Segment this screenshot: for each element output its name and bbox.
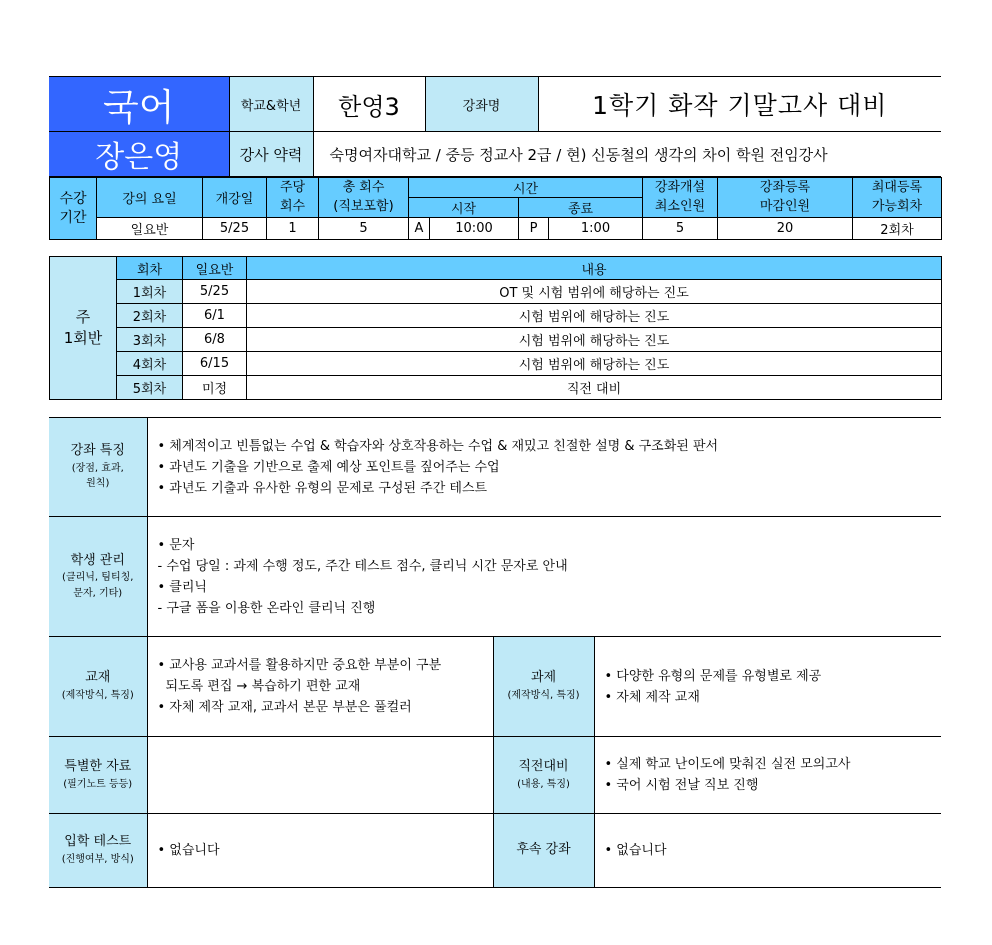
entrance-content bbox=[147, 814, 493, 888]
total-count-header-2: (직보포함) bbox=[333, 198, 394, 214]
session-cell: 3회차 bbox=[117, 328, 183, 352]
content-cell: 시험 범위에 해당하는 진도 bbox=[247, 304, 942, 328]
final-line: • 실제 학교 난이도에 맞춰진 실전 모의고사 bbox=[604, 757, 851, 772]
followup-line: • 없습니다 bbox=[604, 843, 667, 858]
weekly-count-header bbox=[267, 178, 319, 218]
session-col-header: 회차 bbox=[117, 257, 183, 280]
total-count-value: 5 bbox=[319, 218, 409, 240]
time-header: 시간 bbox=[409, 178, 643, 198]
max-students-header-2: 마감인원 bbox=[759, 198, 811, 214]
teacher-name: 장은영 bbox=[49, 132, 229, 177]
min-students-value: 5 bbox=[643, 218, 718, 240]
session-cell: 2회차 bbox=[117, 304, 183, 328]
homework-line: • 다양한 유형의 문제를 유형별로 제공 bbox=[604, 668, 822, 684]
content-cell: 시험 범위에 해당하는 진도 bbox=[247, 352, 942, 376]
end-ampm: P bbox=[519, 218, 549, 240]
school-grade-value: 한영3 bbox=[313, 77, 425, 132]
homework-label: 과제 bbox=[530, 670, 557, 686]
final-content bbox=[594, 737, 941, 814]
date-cell: 6/15 bbox=[183, 352, 247, 376]
schedule-table bbox=[49, 177, 942, 240]
content-col-header: 내용 bbox=[247, 257, 942, 280]
date-cell: 6/8 bbox=[183, 328, 247, 352]
features-content bbox=[147, 418, 941, 517]
textbook-label-cell bbox=[49, 637, 147, 737]
table-row bbox=[50, 352, 942, 376]
min-students-header-1: 강좌개설 bbox=[654, 179, 706, 195]
management-line: - 수업 당일 : 과제 수행 정도, 주간 테스트 점수, 클리닉 시간 문자로 안내 bbox=[157, 558, 568, 574]
max-students-value: 20 bbox=[718, 218, 853, 240]
features-line: • 과년도 기출을 기반으로 출제 예상 포인트를 짚어주는 수업 bbox=[157, 459, 500, 475]
start-ampm: A bbox=[409, 218, 430, 240]
special-label-cell bbox=[49, 737, 147, 814]
career-value: 숙명여자대학교 / 중등 정교사 2급 / 현) 신동철의 생각의 차이 학원 전임강사 bbox=[313, 132, 941, 177]
start-date-header: 개강일 bbox=[203, 178, 267, 218]
start-date-value: 5/25 bbox=[203, 218, 267, 240]
homework-line: • 자체 제작 교재 bbox=[604, 689, 700, 705]
final-sub-label: (내용, 특징) bbox=[517, 778, 570, 790]
final-line: • 국어 시험 전날 직보 진행 bbox=[604, 778, 759, 793]
weekly-table bbox=[49, 256, 942, 400]
textbook-content bbox=[147, 637, 493, 737]
min-students-header bbox=[643, 178, 718, 218]
final-label: 직전대비 bbox=[518, 758, 569, 774]
weekly-count-value: 1 bbox=[267, 218, 319, 240]
entrance-label-cell bbox=[49, 814, 147, 888]
table-row bbox=[50, 304, 942, 328]
date-cell: 미정 bbox=[183, 376, 247, 400]
management-sub-label: (클리닉, 팀티칭, 문자, 기타) bbox=[62, 572, 134, 599]
period-label bbox=[50, 178, 97, 240]
weekly-side-label-2: 1회반 bbox=[63, 329, 103, 347]
subject-title: 국어 bbox=[49, 77, 229, 132]
weekly-side-label bbox=[50, 257, 117, 400]
management-line: • 문자 bbox=[157, 537, 195, 553]
special-sub-label: (필기노트 등등) bbox=[63, 778, 133, 790]
total-count-header bbox=[319, 178, 409, 218]
lecture-name-label: 강좌명 bbox=[425, 77, 538, 132]
day-value: 일요반 bbox=[97, 218, 203, 240]
entrance-sub-label: (진행여부, 방식) bbox=[61, 854, 134, 866]
career-label: 강사 약력 bbox=[229, 132, 313, 177]
session-cell: 1회차 bbox=[117, 280, 183, 304]
day-header: 강의 요일 bbox=[97, 178, 203, 218]
textbook-label: 교재 bbox=[85, 670, 111, 686]
table-row bbox=[50, 280, 942, 304]
end-time: 1:00 bbox=[549, 218, 643, 240]
special-label: 특별한 자료 bbox=[64, 758, 132, 774]
table-row bbox=[50, 328, 942, 352]
time-start-header: 시작 bbox=[409, 198, 519, 218]
features-sub-label: (장점, 효과, 원칙) bbox=[71, 462, 124, 490]
management-content bbox=[147, 517, 941, 637]
textbook-line: • 교사용 교과서를 활용하지만 중요한 부분이 구분 bbox=[157, 658, 442, 673]
content-cell: OT 및 시험 범위에 해당하는 진도 bbox=[247, 280, 942, 304]
homework-label-cell bbox=[493, 637, 594, 737]
entrance-label: 입학 테스트 bbox=[64, 834, 132, 850]
min-students-header-2: 최소인원 bbox=[654, 198, 706, 214]
homework-sub-label: (제작방식, 특징) bbox=[507, 690, 580, 702]
textbook-line: 되도록 편집 → 복습하기 편한 교재 bbox=[165, 679, 361, 694]
features-label: 강좌 특징 bbox=[70, 443, 125, 459]
management-line: • 클리닉 bbox=[157, 579, 207, 595]
total-count-header-1: 총 회수 bbox=[342, 179, 385, 195]
followup-label-cell bbox=[493, 814, 594, 888]
final-label-cell bbox=[493, 737, 594, 814]
textbook-sub-label: (제작방식, 특징) bbox=[61, 690, 134, 702]
max-students-header-1: 강좌등록 bbox=[759, 179, 811, 195]
homework-content bbox=[594, 637, 941, 737]
entrance-line: • 없습니다 bbox=[157, 843, 220, 858]
details-table bbox=[49, 417, 941, 888]
header-table bbox=[49, 76, 941, 177]
date-cell: 5/25 bbox=[183, 280, 247, 304]
session-cell: 4회차 bbox=[117, 352, 183, 376]
max-sessions-value: 2회차 bbox=[853, 218, 942, 240]
time-end-header: 종료 bbox=[519, 198, 643, 218]
day-col-header: 일요반 bbox=[183, 257, 247, 280]
session-cell: 5회차 bbox=[117, 376, 183, 400]
management-line: - 구글 폼을 이용한 온라인 클리닉 진행 bbox=[157, 600, 376, 616]
weekly-count-header-1: 주당 bbox=[279, 179, 306, 195]
table-row bbox=[50, 376, 942, 400]
max-sessions-header-2: 가능회차 bbox=[871, 198, 923, 214]
max-sessions-header bbox=[853, 178, 942, 218]
period-label-line1: 수강 bbox=[59, 191, 87, 208]
period-label-line2: 기간 bbox=[59, 209, 87, 226]
max-sessions-header-1: 최대등록 bbox=[871, 179, 923, 195]
school-grade-label: 학교&학년 bbox=[229, 77, 313, 132]
features-line: • 체계적이고 빈틈없는 수업 & 학습자와 상호작용하는 수업 & 재밌고 친절한 설명 & 구조화된 판서 bbox=[157, 438, 719, 454]
date-cell: 6/1 bbox=[183, 304, 247, 328]
content-cell: 시험 범위에 해당하는 진도 bbox=[247, 328, 942, 352]
textbook-line: • 자체 제작 교재, 교과서 본문 부분은 풀컬러 bbox=[157, 700, 412, 715]
followup-label: 후속 강좌 bbox=[516, 842, 571, 858]
followup-content bbox=[594, 814, 941, 888]
weekly-side-label-1: 주 bbox=[75, 308, 91, 326]
content-cell: 직전 대비 bbox=[247, 376, 942, 400]
management-label-cell bbox=[49, 517, 147, 637]
management-label: 학생 관리 bbox=[70, 552, 125, 568]
max-students-header bbox=[718, 178, 853, 218]
special-content bbox=[147, 737, 493, 814]
weekly-count-header-2: 회수 bbox=[279, 198, 306, 214]
start-time: 10:00 bbox=[430, 218, 519, 240]
features-label-cell bbox=[49, 418, 147, 517]
features-line: • 과년도 기출과 유사한 유형의 문제로 구성된 주간 테스트 bbox=[157, 480, 488, 496]
lecture-name-value: 1학기 화작 기말고사 대비 bbox=[538, 77, 941, 132]
